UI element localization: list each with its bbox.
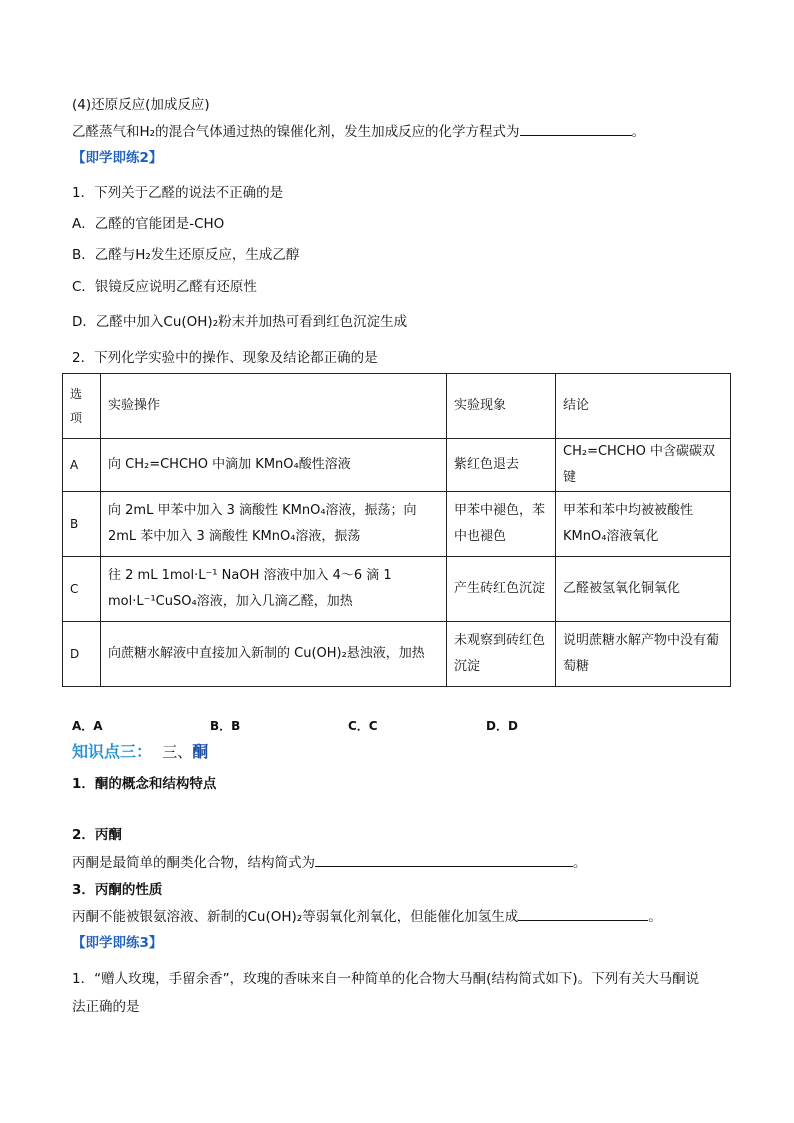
answer-option-a[interactable]: A．A: [72, 719, 103, 733]
header-option: 选项: [63, 374, 101, 439]
knowledge-point-heading: [72, 739, 208, 762]
answer-option-c[interactable]: C．C: [348, 719, 378, 733]
table-row: [63, 492, 731, 557]
acetone-property-line: [72, 907, 662, 926]
row-phenomenon: 紫红色退去: [447, 439, 556, 492]
row-operation: 向 2mL 甲苯中加入 3 滴酸性 KMnO₄溶液，振荡；向 2mL 苯中加入 3 滴酸性 KMnO₄溶液，振荡: [101, 492, 447, 557]
reduction-question-end: 。: [631, 124, 646, 140]
row-conclusion: 乙醛被氢氧化铜氧化: [556, 557, 731, 622]
q1-option-a: A．乙醛的官能团是-CHO: [72, 216, 225, 232]
experiment-table: [62, 373, 731, 687]
q1-stem: 1．下列关于乙醛的说法不正确的是: [72, 185, 284, 201]
row-conclusion: CH₂=CHCHO 中含碳碳双键: [556, 439, 731, 492]
table-row: [63, 557, 731, 622]
reduction-question-text: 乙醛蒸气和H₂的混合气体通过热的镍催化剂，发生加成反应的化学方程式为: [72, 124, 520, 140]
table-row: [63, 622, 731, 687]
knowledge-point-label: 知识点三：: [72, 742, 153, 761]
row-option: A: [63, 439, 101, 492]
reduction-question-line: [72, 122, 645, 141]
knowledge-point-number: 三、: [162, 743, 193, 761]
table-row: [63, 439, 731, 492]
answer-blank[interactable]: [518, 907, 648, 921]
row-option: C: [63, 557, 101, 622]
q1-option-d: D．乙醛中加入Cu(OH)₂粉末并加热可看到红色沉淀生成: [72, 314, 408, 330]
answer-blank[interactable]: [315, 853, 573, 867]
row-phenomenon: 甲苯中褪色，苯中也褪色: [447, 492, 556, 557]
row-operation: 向蔗糖水解液中直接加入新制的 Cu(OH)₂悬浊液，加热: [101, 622, 447, 687]
row-conclusion: 甲苯和苯中均被被酸性 KMnO₄溶液氧化: [556, 492, 731, 557]
table-header-row: [63, 374, 731, 439]
practice-3-title: 【即学即练3】: [72, 935, 163, 951]
header-conclusion: 结论: [556, 374, 731, 439]
row-conclusion: 说明蔗糖水解产物中没有葡萄糖: [556, 622, 731, 687]
subsection-3-title: 3．丙酮的性质: [72, 882, 163, 898]
q3-stem-line-1: 1．“赠人玫瑰，手留余香”，玫瑰的香味来自一种简单的化合物大马酮(结构简式如下)。下列有关大马酮说: [72, 971, 700, 987]
row-option: B: [63, 492, 101, 557]
row-operation: 往 2 mL 1mol·L⁻¹ NaOH 溶液中加入 4～6 滴 1 mol·L⁻¹CuSO₄溶液，加入几滴乙醛，加热: [101, 557, 447, 622]
row-phenomenon: 产生砖红色沉淀: [447, 557, 556, 622]
q3-stem-line-2: 法正确的是: [72, 999, 140, 1015]
answer-option-d[interactable]: D．D: [486, 719, 518, 733]
answer-blank[interactable]: [520, 122, 632, 136]
header-phenomenon: 实验现象: [447, 374, 556, 439]
q2-answer-options: [72, 715, 518, 734]
subsection-2-title: 2．丙酮: [72, 827, 122, 843]
header-operation: 实验操作: [101, 374, 447, 439]
acetone-structure-line: [72, 853, 587, 872]
acetone-property-text: 丙酮不能被银氨溶液、新制的Cu(OH)₂等弱氧化剂氧化，但能催化加氢生成: [72, 909, 519, 925]
subsection-1-title: 1．酮的概念和结构特点: [72, 776, 217, 792]
section-heading-reduction: (4)还原反应(加成反应): [72, 97, 210, 113]
acetone-property-end: 。: [648, 909, 662, 925]
q1-option-b: B．乙醛与H₂发生还原反应，生成乙醇: [72, 247, 300, 263]
acetone-structure-text: 丙酮是最简单的酮类化合物，结构简式为: [72, 855, 315, 871]
acetone-structure-end: 。: [573, 855, 587, 871]
q1-option-c: C．银镜反应说明乙醛有还原性: [72, 279, 257, 295]
row-operation: 向 CH₂=CHCHO 中滴加 KMnO₄酸性溶液: [101, 439, 447, 492]
answer-option-b[interactable]: B．B: [210, 719, 241, 733]
row-option: D: [63, 622, 101, 687]
q2-stem: 2．下列化学实验中的操作、现象及结论都正确的是: [72, 350, 378, 366]
knowledge-point-title: 酮: [192, 742, 209, 761]
row-phenomenon: 未观察到砖红色沉淀: [447, 622, 556, 687]
practice-2-title: 【即学即练2】: [72, 150, 163, 166]
